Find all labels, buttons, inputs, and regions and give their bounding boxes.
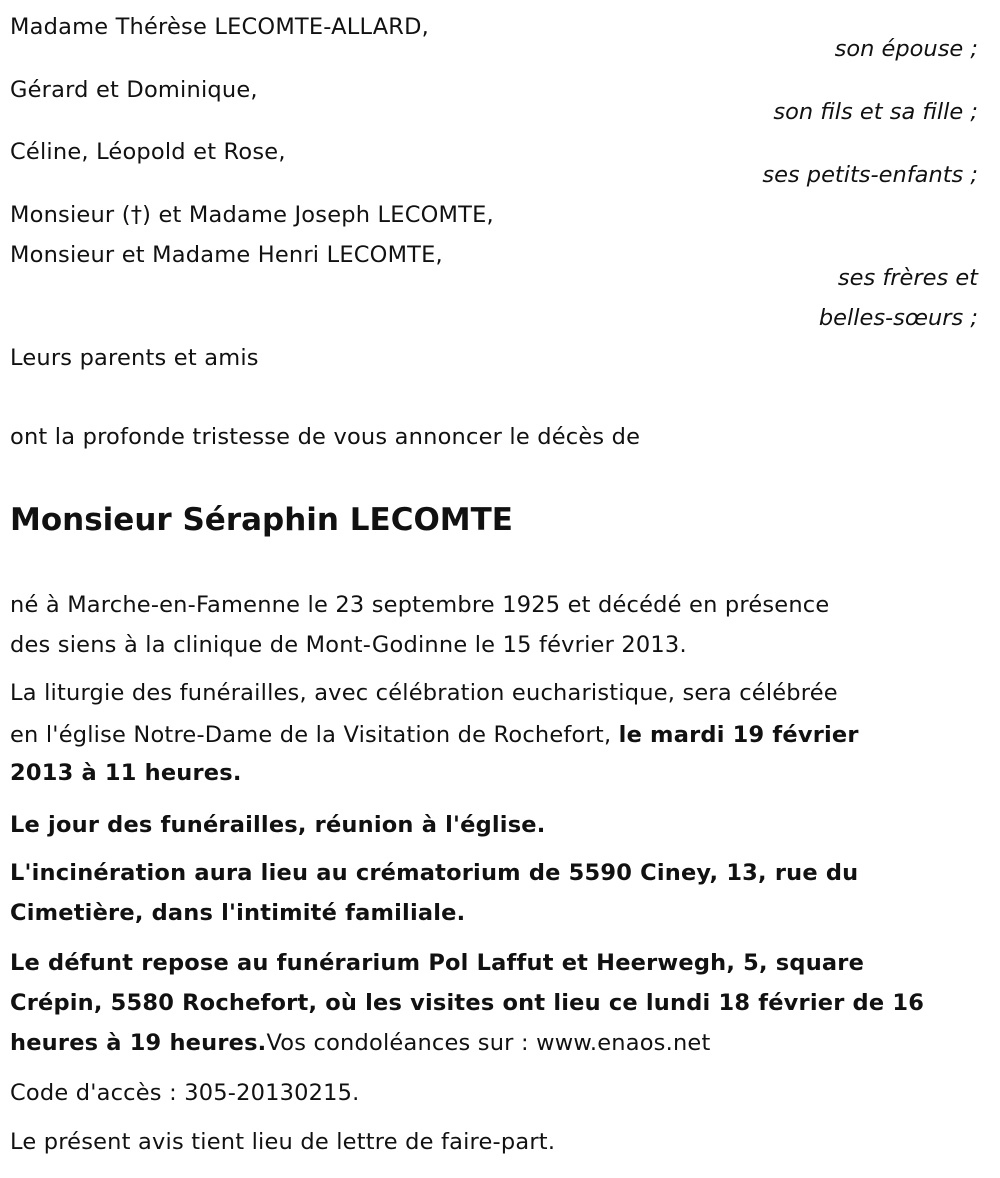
access-code: Code d'accès : 305-20130215. [10,1080,360,1106]
birth-line-2: des siens à la clinique de Mont-Godinne le 15 février 2013. [10,632,687,658]
family-relation-2: son fils et sa fille ; [773,99,978,125]
siblings-relation-2: belles-sœurs ; [818,305,978,331]
deceased-name: Monsieur Séraphin LECOMTE [10,502,513,538]
family-name-3: Céline, Léopold et Rose, [10,139,286,165]
visits-hours: heures à 19 heures. [10,1030,267,1056]
siblings-line-1: Monsieur (†) et Madame Joseph LECOMTE, [10,202,494,228]
liturgy-text: en l'église Notre-Dame de la Visitation de Rochefort, [10,722,619,748]
liturgy-date: le mardi 19 février [618,722,859,748]
family-name-1: Madame Thérèse LECOMTE-ALLARD, [10,14,429,40]
meeting: Le jour des funérailles, réunion à l'église. [10,812,546,838]
condolences: Vos condoléances sur : www.enaos.net [266,1030,711,1056]
visits-line-1: Le défunt repose au funérarium Pol Laffut et Heerwegh, 5, square [10,950,865,976]
cremation-line-1: L'incinération aura lieu au crématorium de 5590 Ciney, 13, rue du [10,860,859,886]
announcement: ont la profonde tristesse de vous annoncer le décès de [10,424,641,450]
others: Leurs parents et amis [10,345,259,371]
siblings-relation-1: ses frères et [837,265,978,291]
siblings-line-2: Monsieur et Madame Henri LECOMTE, [10,242,443,268]
liturgy-line-1: La liturgie des funérailles, avec célébration eucharistique, sera célébrée [10,680,838,706]
family-relation-3: ses petits-enfants ; [762,162,978,188]
visits-line-2: Crépin, 5580 Rochefort, où les visites ont lieu ce lundi 18 février de 16 [10,990,925,1016]
birth-line-1: né à Marche-en-Famenne le 23 septembre 1925 et décédé en présence [10,592,830,618]
cremation-line-2: Cimetière, dans l'intimité familiale. [10,900,466,926]
liturgy-time: 2013 à 11 heures. [10,760,242,786]
closing: Le présent avis tient lieu de lettre de faire-part. [10,1129,556,1155]
visits-line-3 [10,1028,710,1058]
family-relation-1: son épouse ; [834,36,978,62]
liturgy-line-2 [10,720,859,750]
family-name-2: Gérard et Dominique, [10,77,258,103]
